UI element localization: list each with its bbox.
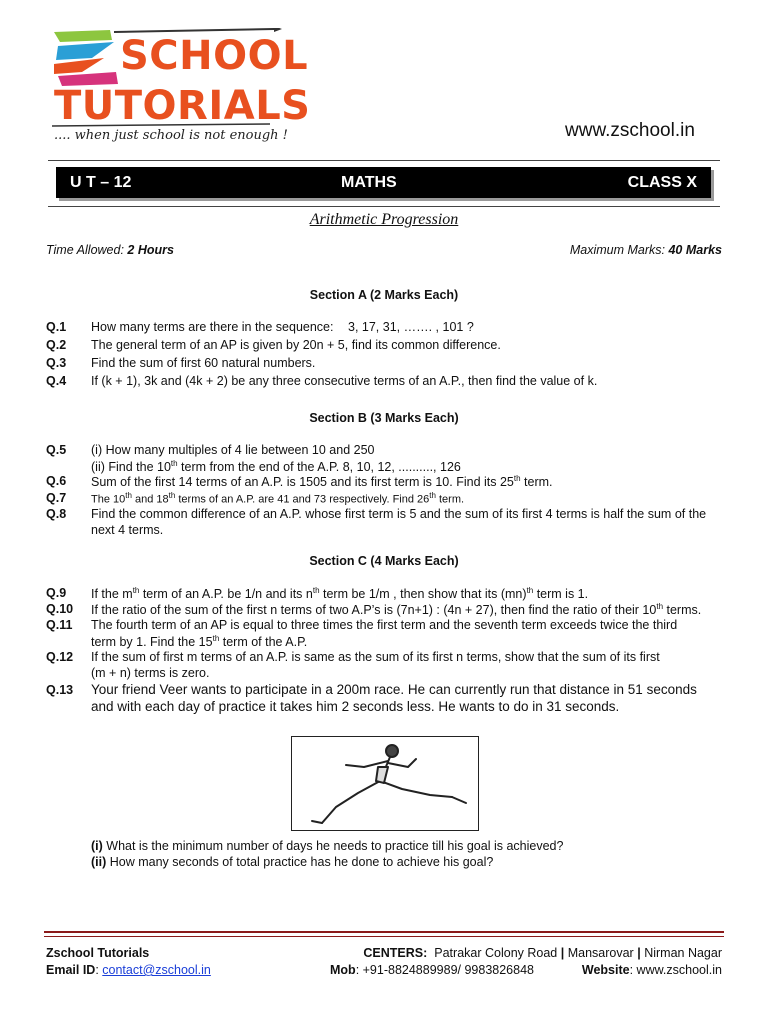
q13-line2: and with each day of practice it takes him 2 seconds less. He wants to do in 31 seconds. (91, 699, 620, 714)
q10-text: If the ratio of the sum of the first n terms of two A.P’s is (7n+1) : (4n + 27), then find the ratio of their 10th terms. (91, 602, 702, 618)
unit-test-label: U T – 12 (70, 174, 132, 191)
q12-line2: (m + n) terms is zero. (91, 666, 210, 680)
brand-tagline: .... when just school is not enough ! (54, 128, 288, 143)
q11-line1: The fourth term of an AP is equal to three times the first term and the seventh term exceeds twice the third (91, 618, 678, 632)
q3-text: Find the sum of first 60 natural numbers. (91, 356, 316, 370)
q10-number: Q.10 (46, 602, 74, 616)
q9-number: Q.9 (46, 586, 67, 600)
footer-rule-thick (44, 931, 724, 933)
q7-text: The 10th and 18th terms of an A.P. are 41 and 73 respectively. Find 26th term. (91, 491, 465, 506)
time-label: Time Allowed: (46, 243, 128, 257)
section-a-title: Section A (2 Marks Each) (309, 288, 459, 302)
band-top-rule (48, 160, 720, 161)
q4-text: If (k + 1), 3k and (4k + 2) be any three consecutive terms of an A.P., then find the value of k. (91, 374, 598, 388)
class-label: CLASS X (627, 174, 697, 191)
maximum-marks (570, 243, 722, 257)
footer-centers: CENTERS: Patrakar Colony Road | Mansarovar | Nirman Nagar (363, 946, 722, 960)
band-bottom-rule (48, 206, 720, 207)
footer-email: Email ID: contact@zschool.in (46, 963, 211, 977)
marks-value: 40 Marks (668, 243, 722, 257)
q11-number: Q.11 (46, 618, 73, 632)
q7-number: Q.7 (46, 491, 67, 505)
section-b-title: Section B (3 Marks Each) (309, 411, 459, 425)
center-1: Patrakar Colony Road (434, 946, 558, 960)
q3-number: Q.3 (46, 356, 67, 370)
q9-text: If the $m^{th}$ term of an A.P. be 1/n and its $n^{th}$ term be 1/m , then show that its (mn)$^{th}$ term is 1. (91, 586, 589, 602)
footer-website (582, 963, 722, 977)
email-link[interactable]: contact@zschool.in (102, 963, 211, 977)
header-website[interactable]: www.zschool.in (565, 120, 695, 141)
centers-label: CENTERS: (363, 946, 428, 960)
q5-number: Q.5 (46, 443, 67, 457)
q1-number: Q.1 (46, 320, 67, 334)
q2-text: The general term of an AP is given by 20n + 5, find its common difference. (91, 338, 501, 352)
footer-rule-thin (44, 936, 724, 937)
q13-sub1: (i) What is the minimum number of days he needs to practice till his goal is achieved? (91, 839, 564, 853)
q6-text: Sum of the first 14 terms of an A.P. is 1505 and its first term is 10. Find its 25th term. (91, 474, 553, 490)
footer-org-name: Zschool Tutorials (46, 946, 150, 960)
q5-part1: (i) How many multiples of 4 lie between 10 and 250 (91, 443, 375, 457)
email-label: Email ID (46, 963, 96, 977)
q12-number: Q.12 (46, 650, 74, 664)
mobile-number: : +91-8824889989/ 9983826848 (355, 963, 534, 977)
q8-line1: Find the common difference of an A.P. whose first term is 5 and the sum of its first 4 terms is half the sum of the (91, 507, 707, 521)
center-3: Nirman Nagar (644, 946, 722, 960)
center-2: Mansarovar (567, 946, 634, 960)
test-header-band (56, 167, 711, 198)
q13-sub2: (ii) How many seconds of total practice has he done to achieve his goal? (91, 855, 494, 869)
website-value[interactable]: : www.zschool.in (629, 963, 722, 977)
q8-line2: next 4 terms. (91, 523, 164, 537)
q1-sequence: 3, 17, 31, ……. , 101 ? (348, 320, 474, 334)
q13-line1: Your friend Veer wants to participate in a 200m race. He can currently run that distance in 51 seconds (91, 682, 697, 697)
time-value: 2 Hours (127, 243, 174, 257)
q13-number: Q.13 (46, 683, 74, 697)
brand-name-line2: TUTORIALS (54, 83, 311, 129)
q4-number: Q.4 (46, 374, 67, 388)
q1-text: How many terms are there in the sequence: (91, 320, 334, 334)
q5-part2: (ii) Find the 10th term from the end of the A.P. 8, 10, 12, .........., 126 (91, 459, 461, 475)
section-c-title: Section C (4 Marks Each) (309, 554, 459, 568)
website-label: Website (581, 963, 630, 977)
subject-label: MATHS (341, 174, 397, 191)
runner-illustration (291, 736, 479, 831)
time-allowed (46, 243, 174, 257)
mobile-label: Mob (330, 963, 356, 977)
topic-title: Arithmetic Progression (309, 211, 459, 228)
q2-number: Q.2 (46, 338, 67, 352)
q8-number: Q.8 (46, 507, 67, 521)
brand-name-line1: SCHOOL (120, 33, 309, 79)
q11-line2: term by 1. Find the 15th term of the A.P. (91, 634, 308, 650)
q6-number: Q.6 (46, 474, 67, 488)
marks-label: Maximum Marks: (569, 243, 669, 257)
q12-line1: If the sum of first m terms of an A.P. is same as the sum of its first n terms, show that the sum of its first (91, 650, 660, 664)
footer-mobile (330, 963, 534, 977)
